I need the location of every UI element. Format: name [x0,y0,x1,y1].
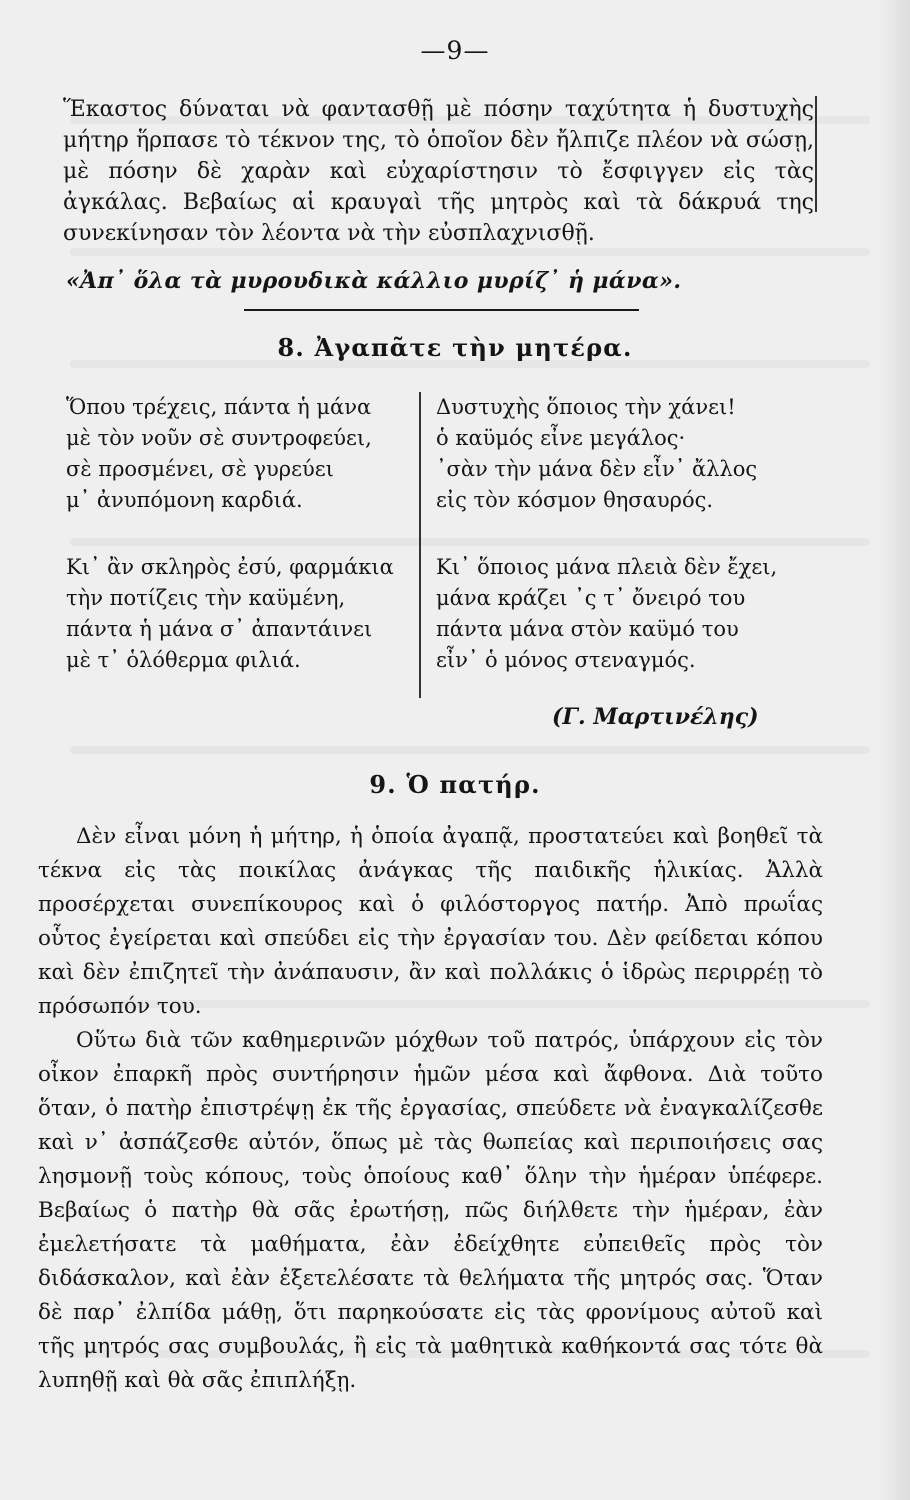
poem-right-column [436,392,777,712]
poem-verse: μ᾽ ἀνυπόμονη καρδιά. [66,488,303,512]
poem-verse: πάντα ἡ μάνα σ᾽ ἀπαντάινει [66,617,373,641]
poem-verse: εἰς τὸν κόσμον θησαυρός. [436,488,714,512]
poem-stanza [66,552,394,676]
poem-stanza [436,392,777,516]
section-9-paragraph-2: Οὕτω διὰ τῶν καθημερινῶν μόχθων τοῦ πατρός, ὑπάρχουν εἰς τὸν οἶκον ἐπαρκῆ πρὸς συντήρησιν ἡμῶν μέσα καὶ ἄφθονα. Διὰ τοῦτο ὅταν, ὁ πατὴρ ἐπιστρέψῃ ἐκ τῆς ἐργασίας, σπεύδετε νὰ ἐναγκαλίζεσθε καὶ ν᾽ ἀσπάζεσθε αὐτόν, ὅπως μὲ τὰς θωπείας καὶ περιποιήσεις σας λησμονῇ τοὺς κόπους, τοὺς ὁποίους καθ᾽ ὅλην τὴν ἡμέραν ὑπέφερε. Βεβαίως ὁ πατὴρ θὰ σᾶς ἐρωτήσῃ, πῶς διήλθετε τὴν ἡμέραν, ἐὰν ἐμελετήσατε τὰ μαθήματα, ἐὰν ἐδείχθητε εὐπειθεῖς πρὸς τὸν διδάσκαλον, καὶ ἐὰν ἐξετελέσατε τὰ θελήματα τῆς μητρός σας. Ὅταν δὲ παρ᾽ ἐλπίδα μάθῃ, ὅτι παρηκούσατε εἰς τὰς φρονίμους αὐτοῦ καὶ τῆς μητρός σας συμβουλάς, ἢ εἰς τὰ μαθητικὰ καθήκοντά σας τότε θὰ λυπηθῇ καὶ θὰ σᾶς ἐπιπλήξῃ. [38,1028,823,1393]
poem-verse: εἶν᾽ ὁ μόνος στεναγμός. [436,648,696,672]
bleed-through-line [70,746,870,754]
poem-verse: μάνα κράζει ᾽ς τ᾽ ὄνειρό του [436,586,746,610]
poem-author: (Γ. Μαρτινέλης) [552,704,759,730]
poem-verse: ᾽σὰν τὴν μάνα δὲν εἶν᾽ ἄλλος [436,457,758,481]
section-9-paragraph-1: Δὲν εἶναι μόνη ἡ μήτηρ, ἡ ὁποία ἀγαπᾷ, προστατεύει καὶ βοηθεῖ τὰ τέκνα εἰς τὰς ποικίλας ἀνάγκας τῆς παιδικῆς ἡλικίας. Ἀλλὰ προσέρχεται συνεπίκουρος καὶ ὁ φιλόστοργος πατήρ. Ἀπὸ πρωΐας οὗτος ἐγείρεται καὶ σπεύδει εἰς τὴν ἐργασίαν του. Δὲν φείδεται κόπου καὶ δὲν ἐπιζητεῖ τὴν ἀνάπαυσιν, ἂν καὶ πολλάκις ὁ ἱδρὼς περιρρέῃ τὸ πρόσωπόν του. [38,824,823,1019]
poem-verse: Δυστυχὴς ὅποιος τὴν χάνει! [436,395,736,419]
poem-verse: σὲ προσμένει, σὲ γυρεύει [66,457,334,481]
poem-column-divider [419,392,421,698]
poem-verse: Κι᾽ ὅποιος μάνα πλειὰ δὲν ἔχει, [436,555,778,579]
margin-rule [815,96,817,212]
poem-verse: Κι᾽ ἂν σκληρὸς ἐσύ, φαρμάκια [66,555,394,579]
poem-left-column [66,392,394,712]
poem-verse: τὴν ποτίζεις τὴν καϋμένη, [66,586,346,610]
section-9-heading: 9. Ὁ πατήρ. [369,770,541,799]
proverb-quote: «Ἀπ᾽ ὅλα τὰ μυρουδικὰ κάλλιο μυρίζ᾽ ἡ μάνα». [66,268,682,294]
poem-verse: Ὅπου τρέχεις, πάντα ἡ μάνα [66,395,372,419]
poem-verse: πάντα μάνα στὸν καϋμό του [436,617,739,641]
page-number: —9— [420,36,490,65]
page-edge-shadow [878,0,910,1500]
section-8-heading: 8. Ἀγαπᾶτε τὴν μητέρα. [277,333,633,362]
poem-verse: μὲ τ᾽ ὁλόθερμα φιλιά. [66,648,301,672]
quote-underline [244,309,639,311]
bleed-through-line [70,248,870,256]
poem-verse: μὲ τὸν νοῦν σὲ συντροφεύει, [66,426,372,450]
poem-verse: ὁ καϋμός εἶνε μεγάλος· [436,426,686,450]
poem-stanza [436,552,777,676]
poem-stanza [66,392,394,516]
intro-paragraph: Ἕκαστος δύναται νὰ φαντασθῇ μὲ πόσην ταχύτητα ἡ δυστυχὴς μήτηρ ἥρπασε τὸ τέκνον της, τὸ ὁποῖον δὲν ἤλπιζε πλέον νὰ σώσῃ, μὲ πόσην δὲ χαρὰν καὶ εὐχαρίστησιν τὸ ἔσφιγγεν εἰς τὰς ἀγκάλας. Βεβαίως αἱ κραυγαὶ τῆς μητρὸς καὶ τὰ δάκρυά της συνεκίνησαν τὸν λέοντα νὰ τὴν εὐσπλαχνισθῇ. [63,97,814,246]
